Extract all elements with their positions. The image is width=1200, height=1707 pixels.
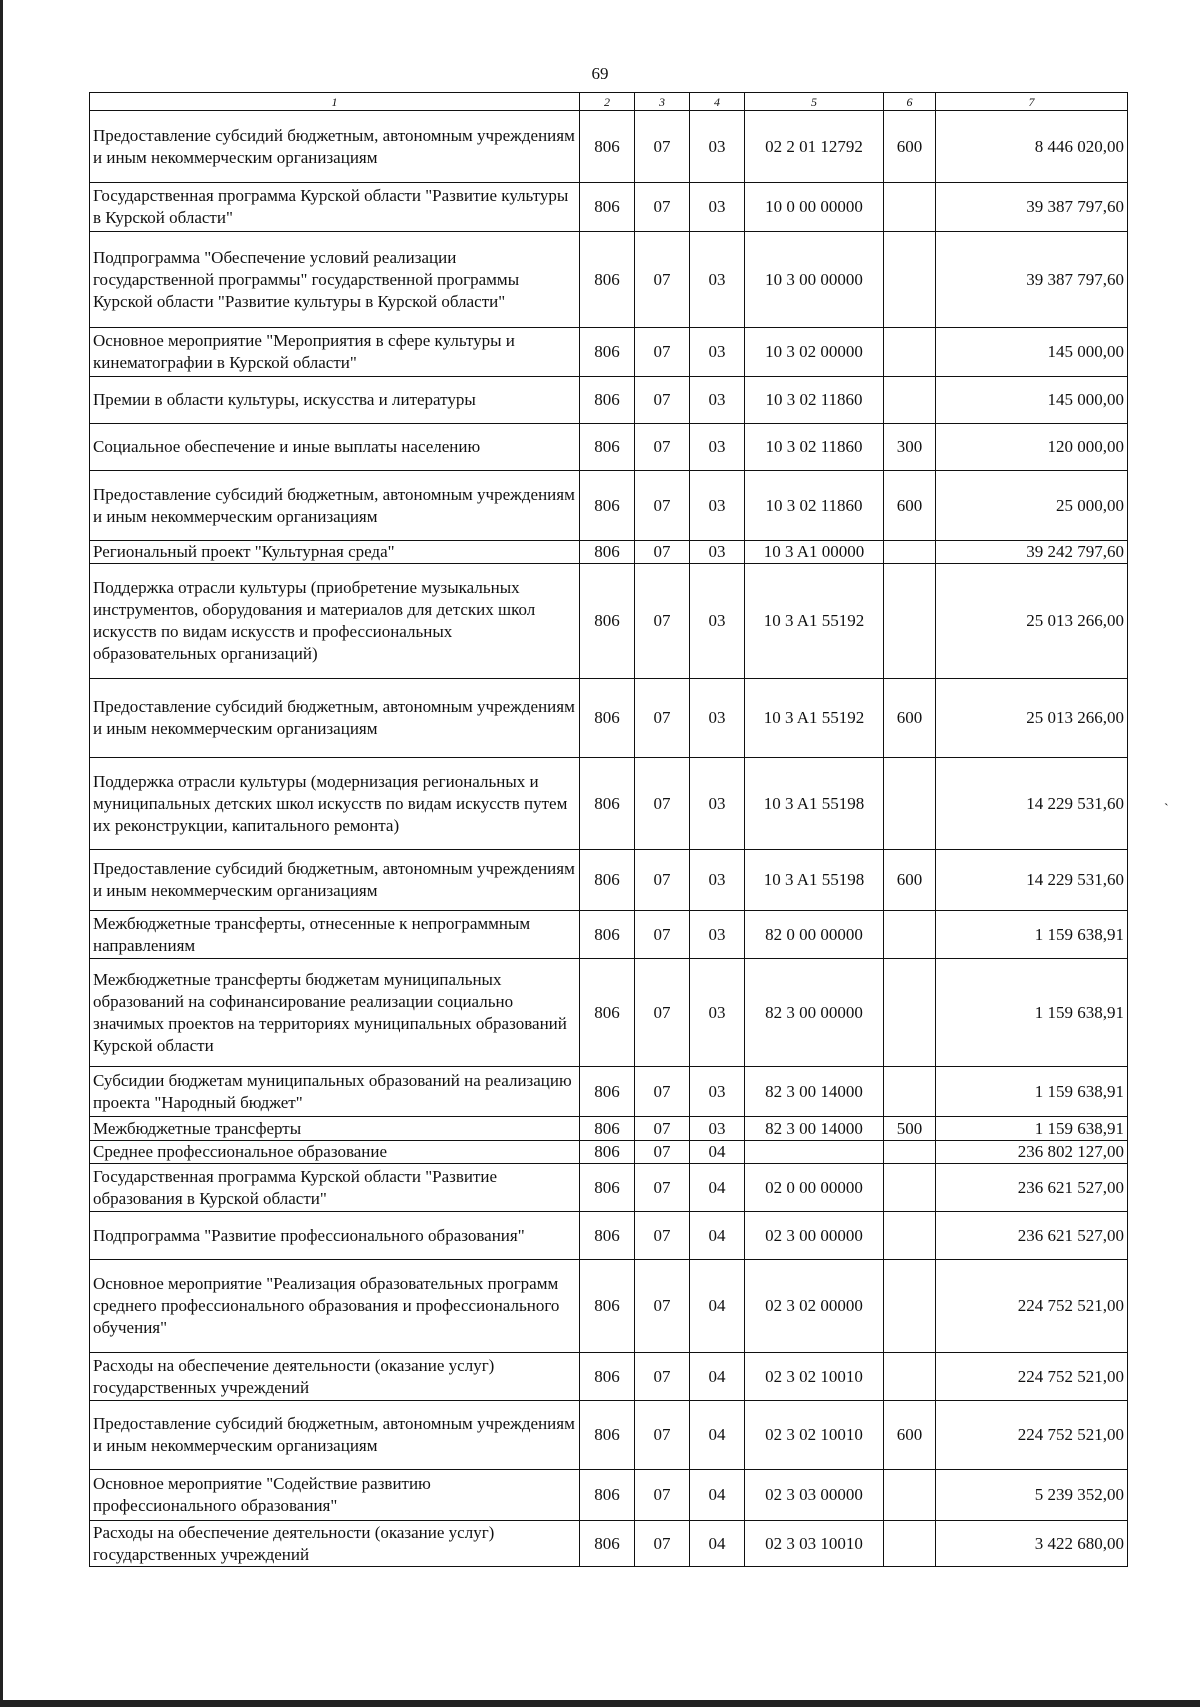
row-amount-cell: 1 159 638,91 — [936, 911, 1128, 959]
column-number: 1 — [90, 93, 580, 111]
row-vr-cell — [884, 1353, 936, 1401]
row-csr-cell: 10 3 A1 00000 — [745, 541, 884, 564]
row-name-cell: Основное мероприятие "Мероприятия в сфере культуры и кинематографии в Курской области" — [90, 328, 580, 377]
row-vr-cell: 600 — [884, 850, 936, 911]
row-name-cell: Социальное обеспечение и иные выплаты населению — [90, 424, 580, 471]
row-pr-cell: 03 — [690, 541, 745, 564]
row-amount-cell: 1 159 638,91 — [936, 959, 1128, 1067]
row-amount-cell: 145 000,00 — [936, 328, 1128, 377]
row-pr-cell: 03 — [690, 564, 745, 679]
table-row — [90, 471, 1128, 541]
column-number: 2 — [580, 93, 635, 111]
row-rz-cell: 07 — [635, 541, 690, 564]
row-rz-cell: 07 — [635, 328, 690, 377]
table-row — [90, 1141, 1128, 1164]
row-csr-cell: 02 0 00 00000 — [745, 1164, 884, 1212]
row-vr-cell — [884, 758, 936, 850]
table-row — [90, 1353, 1128, 1401]
row-vr-cell — [884, 377, 936, 424]
row-amount-cell: 120 000,00 — [936, 424, 1128, 471]
row-gr-cell: 806 — [580, 1353, 635, 1401]
row-gr-cell: 806 — [580, 564, 635, 679]
row-vr-cell — [884, 183, 936, 232]
column-number: 3 — [635, 93, 690, 111]
row-csr-cell: 10 3 A1 55192 — [745, 564, 884, 679]
row-csr-cell: 02 3 02 10010 — [745, 1401, 884, 1470]
row-amount-cell: 14 229 531,60 — [936, 758, 1128, 850]
row-csr-cell — [745, 1141, 884, 1164]
row-csr-cell: 10 3 A1 55198 — [745, 758, 884, 850]
row-name-cell: Государственная программа Курской области "Развитие образования в Курской области" — [90, 1164, 580, 1212]
row-name-cell: Среднее профессиональное образование — [90, 1141, 580, 1164]
column-number-row — [90, 93, 1128, 111]
row-amount-cell: 14 229 531,60 — [936, 850, 1128, 911]
row-gr-cell: 806 — [580, 959, 635, 1067]
table-row — [90, 424, 1128, 471]
row-vr-cell — [884, 1141, 936, 1164]
row-vr-cell: 600 — [884, 111, 936, 183]
row-csr-cell: 02 3 02 10010 — [745, 1353, 884, 1401]
row-csr-cell: 10 3 00 00000 — [745, 232, 884, 328]
row-pr-cell: 04 — [690, 1260, 745, 1353]
row-name-cell: Межбюджетные трансферты бюджетам муниципальных образований на софинансирование реализации социально значимых проектов на территориях муниципальных образований Курской области — [90, 959, 580, 1067]
row-csr-cell: 10 3 02 11860 — [745, 424, 884, 471]
row-rz-cell: 07 — [635, 1067, 690, 1117]
row-vr-cell — [884, 911, 936, 959]
row-csr-cell: 10 0 00 00000 — [745, 183, 884, 232]
row-pr-cell: 03 — [690, 758, 745, 850]
row-name-cell: Основное мероприятие "Содействие развитию профессионального образования" — [90, 1470, 580, 1521]
row-amount-cell: 236 802 127,00 — [936, 1141, 1128, 1164]
row-gr-cell: 806 — [580, 1212, 635, 1260]
row-rz-cell: 07 — [635, 758, 690, 850]
row-vr-cell: 300 — [884, 424, 936, 471]
row-pr-cell: 03 — [690, 850, 745, 911]
row-gr-cell: 806 — [580, 850, 635, 911]
row-name-cell: Поддержка отрасли культуры (модернизация региональных и муниципальных детских школ искусств по видам искусств путем их реконструкции, капитального ремонта) — [90, 758, 580, 850]
row-vr-cell: 600 — [884, 471, 936, 541]
row-rz-cell: 07 — [635, 1401, 690, 1470]
table-row — [90, 111, 1128, 183]
row-rz-cell: 07 — [635, 911, 690, 959]
row-vr-cell — [884, 959, 936, 1067]
budget-table-body — [90, 111, 1128, 1567]
row-vr-cell — [884, 1212, 936, 1260]
row-csr-cell: 02 2 01 12792 — [745, 111, 884, 183]
row-gr-cell: 806 — [580, 758, 635, 850]
table-row — [90, 328, 1128, 377]
row-rz-cell: 07 — [635, 377, 690, 424]
row-gr-cell: 806 — [580, 1067, 635, 1117]
table-row — [90, 850, 1128, 911]
table-row — [90, 232, 1128, 328]
page-number: 69 — [591, 64, 609, 83]
row-amount-cell: 39 387 797,60 — [936, 232, 1128, 328]
table-row — [90, 1401, 1128, 1470]
row-amount-cell: 5 239 352,00 — [936, 1470, 1128, 1521]
row-pr-cell: 03 — [690, 471, 745, 541]
table-row — [90, 564, 1128, 679]
row-amount-cell: 145 000,00 — [936, 377, 1128, 424]
table-row — [90, 1521, 1128, 1567]
row-vr-cell — [884, 328, 936, 377]
row-pr-cell: 04 — [690, 1470, 745, 1521]
row-name-cell: Субсидии бюджетам муниципальных образований на реализацию проекта "Народный бюджет" — [90, 1067, 580, 1117]
table-row — [90, 1212, 1128, 1260]
row-name-cell: Основное мероприятие "Реализация образовательных программ среднего профессионального образования и профессионального обучения" — [90, 1260, 580, 1353]
row-name-cell: Предоставление субсидий бюджетным, автономным учреждениям и иным некоммерческим организациям — [90, 1401, 580, 1470]
row-rz-cell: 07 — [635, 1521, 690, 1567]
row-csr-cell: 82 0 00 00000 — [745, 911, 884, 959]
row-vr-cell — [884, 1164, 936, 1212]
row-csr-cell: 10 3 A1 55198 — [745, 850, 884, 911]
row-name-cell: Расходы на обеспечение деятельности (оказание услуг) государственных учреждений — [90, 1521, 580, 1567]
row-gr-cell: 806 — [580, 1401, 635, 1470]
row-pr-cell: 04 — [690, 1212, 745, 1260]
table-row — [90, 959, 1128, 1067]
row-name-cell: Подпрограмма "Развитие профессионального образования" — [90, 1212, 580, 1260]
column-number: 5 — [745, 93, 884, 111]
row-rz-cell: 07 — [635, 471, 690, 541]
scan-edge-left — [0, 0, 3, 1707]
row-name-cell: Предоставление субсидий бюджетным, автономным учреждениям и иным некоммерческим организациям — [90, 679, 580, 758]
row-rz-cell: 07 — [635, 850, 690, 911]
row-gr-cell: 806 — [580, 1164, 635, 1212]
row-pr-cell: 03 — [690, 424, 745, 471]
column-number: 6 — [884, 93, 936, 111]
row-vr-cell: 500 — [884, 1117, 936, 1141]
row-pr-cell: 03 — [690, 679, 745, 758]
row-csr-cell: 82 3 00 00000 — [745, 959, 884, 1067]
table-row — [90, 758, 1128, 850]
row-pr-cell: 04 — [690, 1141, 745, 1164]
budget-table — [89, 92, 1128, 1567]
row-pr-cell: 04 — [690, 1353, 745, 1401]
row-amount-cell: 236 621 527,00 — [936, 1164, 1128, 1212]
row-amount-cell: 39 387 797,60 — [936, 183, 1128, 232]
row-pr-cell: 03 — [690, 377, 745, 424]
scan-speck: ` — [1164, 802, 1169, 817]
row-csr-cell: 02 3 03 10010 — [745, 1521, 884, 1567]
row-rz-cell: 07 — [635, 111, 690, 183]
row-rz-cell: 07 — [635, 1141, 690, 1164]
row-csr-cell: 02 3 03 00000 — [745, 1470, 884, 1521]
row-csr-cell: 10 3 02 00000 — [745, 328, 884, 377]
row-amount-cell: 224 752 521,00 — [936, 1353, 1128, 1401]
row-csr-cell: 82 3 00 14000 — [745, 1067, 884, 1117]
row-name-cell: Поддержка отрасли культуры (приобретение музыкальных инструментов, оборудования и материалов для детских школ искусств по видам искусств и профессиональных образовательных организаций) — [90, 564, 580, 679]
table-row — [90, 183, 1128, 232]
row-rz-cell: 07 — [635, 424, 690, 471]
row-pr-cell: 03 — [690, 959, 745, 1067]
row-gr-cell: 806 — [580, 541, 635, 564]
row-gr-cell: 806 — [580, 232, 635, 328]
row-vr-cell — [884, 564, 936, 679]
row-rz-cell: 07 — [635, 1212, 690, 1260]
row-rz-cell: 07 — [635, 1470, 690, 1521]
row-name-cell: Государственная программа Курской области "Развитие культуры в Курской области" — [90, 183, 580, 232]
table-row — [90, 911, 1128, 959]
row-rz-cell: 07 — [635, 1260, 690, 1353]
row-rz-cell: 07 — [635, 564, 690, 679]
row-pr-cell: 03 — [690, 1117, 745, 1141]
row-rz-cell: 07 — [635, 232, 690, 328]
row-vr-cell — [884, 232, 936, 328]
row-gr-cell: 806 — [580, 1260, 635, 1353]
scan-edge-bottom — [0, 1700, 1200, 1707]
row-rz-cell: 07 — [635, 183, 690, 232]
table-row — [90, 377, 1128, 424]
row-amount-cell: 236 621 527,00 — [936, 1212, 1128, 1260]
row-name-cell: Межбюджетные трансферты — [90, 1117, 580, 1141]
row-gr-cell: 806 — [580, 183, 635, 232]
table-row — [90, 1117, 1128, 1141]
row-name-cell: Премии в области культуры, искусства и литературы — [90, 377, 580, 424]
row-pr-cell: 03 — [690, 183, 745, 232]
row-pr-cell: 03 — [690, 232, 745, 328]
row-csr-cell: 02 3 02 00000 — [745, 1260, 884, 1353]
row-name-cell: Подпрограмма "Обеспечение условий реализации государственной программы" государственной программы Курской области "Развитие культуры в Курской области" — [90, 232, 580, 328]
row-gr-cell: 806 — [580, 911, 635, 959]
table-row — [90, 679, 1128, 758]
row-gr-cell: 806 — [580, 1470, 635, 1521]
row-amount-cell: 224 752 521,00 — [936, 1260, 1128, 1353]
row-vr-cell: 600 — [884, 1401, 936, 1470]
row-name-cell: Региональный проект "Культурная среда" — [90, 541, 580, 564]
row-vr-cell — [884, 1470, 936, 1521]
column-number: 7 — [936, 93, 1128, 111]
row-rz-cell: 07 — [635, 679, 690, 758]
row-name-cell: Предоставление субсидий бюджетным, автономным учреждениям и иным некоммерческим организациям — [90, 471, 580, 541]
row-rz-cell: 07 — [635, 1164, 690, 1212]
row-vr-cell — [884, 1260, 936, 1353]
row-rz-cell: 07 — [635, 1117, 690, 1141]
row-csr-cell: 10 3 02 11860 — [745, 471, 884, 541]
row-name-cell: Расходы на обеспечение деятельности (оказание услуг) государственных учреждений — [90, 1353, 580, 1401]
row-amount-cell: 224 752 521,00 — [936, 1401, 1128, 1470]
row-gr-cell: 806 — [580, 424, 635, 471]
row-pr-cell: 04 — [690, 1164, 745, 1212]
row-pr-cell: 04 — [690, 1521, 745, 1567]
row-gr-cell: 806 — [580, 679, 635, 758]
row-vr-cell — [884, 1521, 936, 1567]
table-row — [90, 1470, 1128, 1521]
row-vr-cell — [884, 1067, 936, 1117]
row-name-cell: Предоставление субсидий бюджетным, автономным учреждениям и иным некоммерческим организациям — [90, 850, 580, 911]
row-vr-cell — [884, 541, 936, 564]
row-vr-cell: 600 — [884, 679, 936, 758]
row-csr-cell: 02 3 00 00000 — [745, 1212, 884, 1260]
row-csr-cell: 10 3 02 11860 — [745, 377, 884, 424]
row-gr-cell: 806 — [580, 1117, 635, 1141]
table-row — [90, 1260, 1128, 1353]
row-amount-cell: 25 013 266,00 — [936, 679, 1128, 758]
row-pr-cell: 04 — [690, 1401, 745, 1470]
row-gr-cell: 806 — [580, 1141, 635, 1164]
row-gr-cell: 806 — [580, 1521, 635, 1567]
column-number: 4 — [690, 93, 745, 111]
row-amount-cell: 25 000,00 — [936, 471, 1128, 541]
row-amount-cell: 1 159 638,91 — [936, 1067, 1128, 1117]
row-amount-cell: 39 242 797,60 — [936, 541, 1128, 564]
row-name-cell: Межбюджетные трансферты, отнесенные к непрограммным направлениям — [90, 911, 580, 959]
row-gr-cell: 806 — [580, 328, 635, 377]
row-pr-cell: 03 — [690, 328, 745, 377]
row-gr-cell: 806 — [580, 111, 635, 183]
table-row — [90, 1067, 1128, 1117]
row-pr-cell: 03 — [690, 111, 745, 183]
row-rz-cell: 07 — [635, 959, 690, 1067]
row-pr-cell: 03 — [690, 911, 745, 959]
table-row — [90, 1164, 1128, 1212]
row-pr-cell: 03 — [690, 1067, 745, 1117]
row-gr-cell: 806 — [580, 377, 635, 424]
row-csr-cell: 82 3 00 14000 — [745, 1117, 884, 1141]
row-rz-cell: 07 — [635, 1353, 690, 1401]
row-amount-cell: 1 159 638,91 — [936, 1117, 1128, 1141]
row-amount-cell: 25 013 266,00 — [936, 564, 1128, 679]
row-amount-cell: 3 422 680,00 — [936, 1521, 1128, 1567]
row-amount-cell: 8 446 020,00 — [936, 111, 1128, 183]
row-csr-cell: 10 3 A1 55192 — [745, 679, 884, 758]
table-row — [90, 541, 1128, 564]
row-gr-cell: 806 — [580, 471, 635, 541]
row-name-cell: Предоставление субсидий бюджетным, автономным учреждениям и иным некоммерческим организациям — [90, 111, 580, 183]
